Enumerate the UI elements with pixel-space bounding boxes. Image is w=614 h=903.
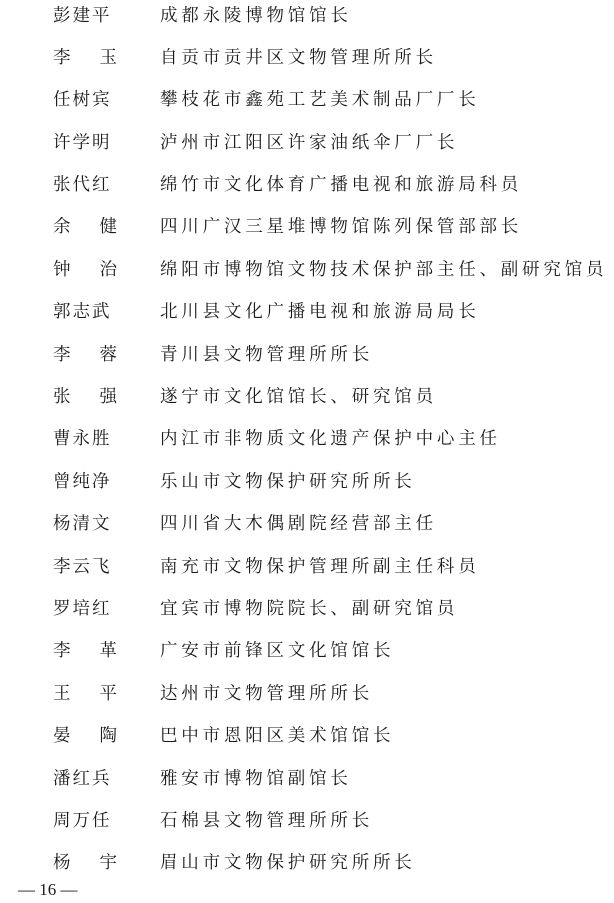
list-item bbox=[0, 43, 614, 73]
person-title: 攀枝花市鑫苑工艺美术制品厂厂长 bbox=[160, 90, 480, 110]
list-item bbox=[0, 552, 614, 582]
list-item bbox=[0, 297, 614, 327]
person-name: 余健 bbox=[53, 217, 146, 237]
person-name: 郭志武 bbox=[53, 302, 112, 322]
list-item bbox=[0, 128, 614, 158]
person-title: 广安市前锋区文化馆馆长 bbox=[160, 641, 395, 661]
person-title: 青川县文物管理所所长 bbox=[160, 345, 373, 365]
list-item bbox=[0, 170, 614, 200]
person-name: 张强 bbox=[53, 387, 146, 407]
person-name: 潘红兵 bbox=[53, 769, 112, 789]
person-title: 遂宁市文化馆馆长、研究馆员 bbox=[160, 387, 437, 407]
list-item bbox=[0, 721, 614, 751]
person-title: 四川省大木偶剧院经营部主任 bbox=[160, 514, 437, 534]
person-title: 宜宾市博物院院长、副研究馆员 bbox=[160, 599, 459, 619]
person-title: 乐山市文物保护研究所所长 bbox=[160, 472, 416, 492]
list-item bbox=[0, 467, 614, 497]
person-title: 北川县文化广播电视和旅游局局长 bbox=[160, 302, 480, 322]
list-item bbox=[0, 848, 614, 878]
person-name: 晏陶 bbox=[53, 726, 146, 746]
person-title: 内江市非物质文化遗产保护中心主任 bbox=[160, 429, 501, 449]
person-name: 李蓉 bbox=[53, 345, 146, 365]
person-title: 成都永陵博物馆馆长 bbox=[160, 6, 352, 26]
person-title: 四川广汉三星堆博物馆陈列保管部部长 bbox=[160, 217, 523, 237]
person-title: 自贡市贡井区文物管理所所长 bbox=[160, 48, 437, 68]
person-name: 李云飞 bbox=[53, 557, 112, 577]
person-name: 杨宇 bbox=[53, 853, 146, 873]
person-name: 曾纯净 bbox=[53, 472, 112, 492]
list-item bbox=[0, 509, 614, 539]
person-title: 石棉县文物管理所所长 bbox=[160, 811, 373, 831]
person-name: 彭建平 bbox=[53, 6, 112, 26]
list-item bbox=[0, 1, 614, 31]
list-item bbox=[0, 424, 614, 454]
person-name: 罗培红 bbox=[53, 599, 112, 619]
list-item bbox=[0, 636, 614, 666]
list-item bbox=[0, 806, 614, 836]
page-number: — 16 — bbox=[18, 880, 78, 899]
person-name: 杨清文 bbox=[53, 514, 112, 534]
person-name: 王平 bbox=[53, 684, 146, 704]
person-title: 达州市文物管理所所长 bbox=[160, 684, 373, 704]
person-name: 许学明 bbox=[53, 133, 112, 153]
person-title: 南充市文物保护管理所副主任科员 bbox=[160, 557, 480, 577]
list-item bbox=[0, 382, 614, 412]
list-item bbox=[0, 212, 614, 242]
person-title: 泸州市江阳区许家油纸伞厂厂长 bbox=[160, 133, 459, 153]
person-name: 钟治 bbox=[53, 260, 146, 280]
person-name: 任树宾 bbox=[53, 90, 112, 110]
person-title: 巴中市恩阳区美术馆馆长 bbox=[160, 726, 395, 746]
list-item bbox=[0, 255, 614, 285]
list-item bbox=[0, 764, 614, 794]
person-name: 周万任 bbox=[53, 811, 112, 831]
person-name: 曹永胜 bbox=[53, 429, 112, 449]
person-title: 绵竹市文化体育广播电视和旅游局科员 bbox=[160, 175, 523, 195]
person-name: 张代红 bbox=[53, 175, 112, 195]
list-item bbox=[0, 594, 614, 624]
person-name: 李玉 bbox=[53, 48, 146, 68]
list-item bbox=[0, 679, 614, 709]
list-item bbox=[0, 340, 614, 370]
person-title: 眉山市文物保护研究所所长 bbox=[160, 853, 416, 873]
person-title: 绵阳市博物馆文物技术保护部主任、副研究馆员 bbox=[160, 260, 608, 280]
person-name: 李革 bbox=[53, 641, 146, 661]
person-title: 雅安市博物馆副馆长 bbox=[160, 769, 352, 789]
list-item bbox=[0, 85, 614, 115]
